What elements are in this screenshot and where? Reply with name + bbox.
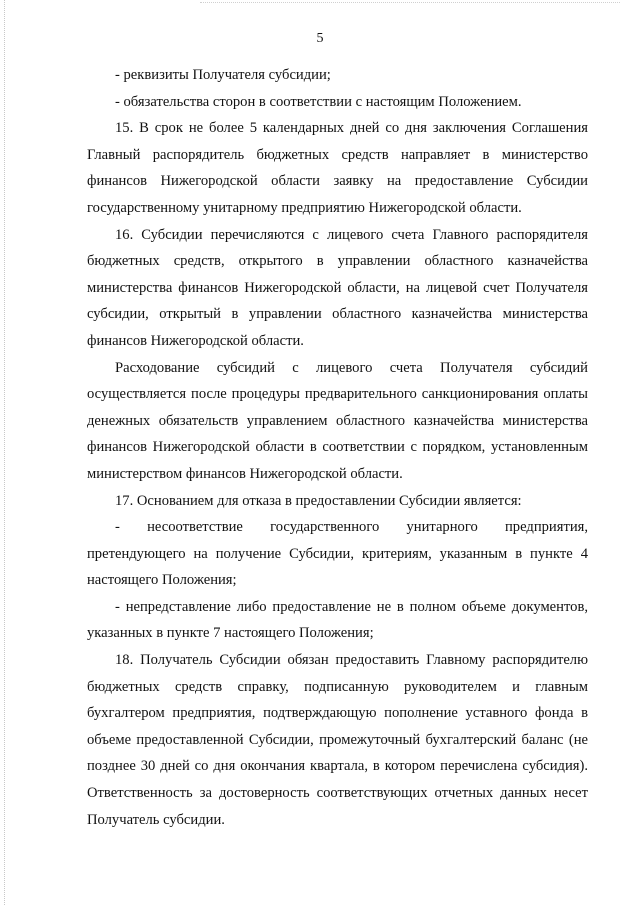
scan-edge-left (4, 0, 5, 905)
page-number: 5 (316, 31, 324, 46)
paragraph-refusal-documents: - непредставление либо предоставление не в полном объеме документов, указанных в пункте 7 настоящего Положения; (87, 598, 588, 642)
paragraph-item-17: 17. Основанием для отказа в предоставлении Субсидии является: (115, 492, 522, 509)
scan-edge-top (200, 2, 620, 3)
paragraph-item-18: 18. Получатель Субсидии обязан предоставить Главному распорядителю бюджетных средств справку, подписанную руководителем и главным бухгалтером предприятия, подтверждающую пополнение уставного фонда в объеме предоставленной Субсидии, промежуточный бухгалтерский баланс (не позднее 30 дней со дня окончания квартала, в котором перечислена субсидия). Ответственность за достоверность соответствующих отчетных данных несет Получатель субсидии. (87, 652, 588, 828)
paragraph-refusal-criteria: - несоответствие государственного унитарного предприятия, претендующего на получение Субсидии, критериям, указанным в пункте 4 настоящего Положения; (87, 519, 588, 589)
paragraph-spending: Расходование субсидий с лицевого счета Получателя субсидий осуществляется после процедуры предварительного санкционирования оплаты денежных обязательств управлением областного казначейства министерства финансов Нижегородской области в соответствии с порядком, установленным министерством финансов Нижегородской области. (87, 359, 588, 482)
paragraph-item-15: 15. В срок не более 5 календарных дней со дня заключения Соглашения Главный распорядитель бюджетных средств направляет в министерство финансов Нижегородской области заявку на предоставление Субсидии государственному унитарному предприятию Нижегородской области. (87, 120, 588, 216)
paragraph-obligations: - обязательства сторон в соответствии с настоящим Положением. (115, 93, 522, 110)
paragraph-requisites: - реквизиты Получателя субсидии; (115, 67, 331, 83)
paragraph-item-16: 16. Субсидии перечисляются с лицевого счета Главного распорядителя бюджетных средств, открытого в управлении областного казначейства министерства финансов Нижегородской области, на лицевой счет Получателя субсидии, открытый в управлении областного казначейства министерства финансов Нижегородской области. (87, 226, 588, 349)
document-body (87, 62, 588, 833)
